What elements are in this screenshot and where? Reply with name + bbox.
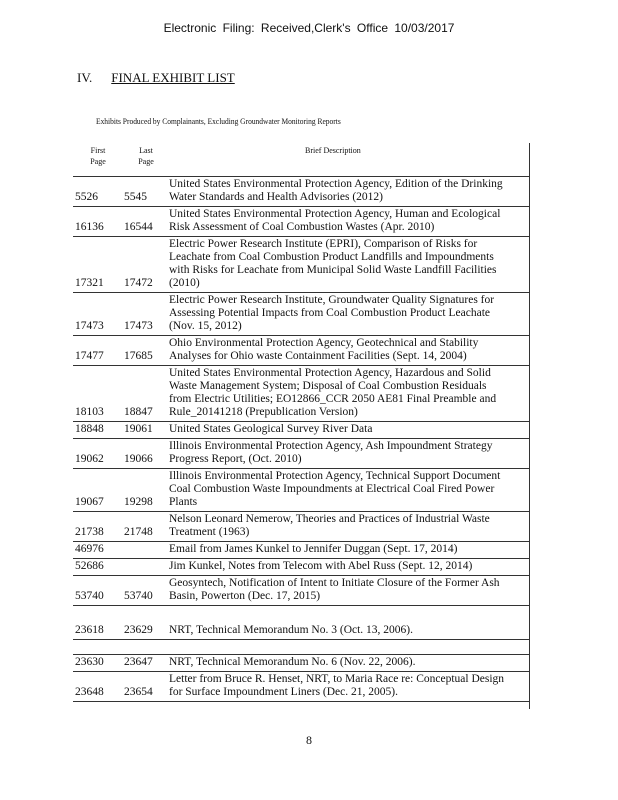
- first-page-cell: 23630: [73, 655, 123, 672]
- description-cell: Geosyntech, Notification of Intent to Initiate Closure of the Former Ash Basin, Powerton (Dec. 17, 2015): [169, 576, 530, 606]
- empty-cell: [123, 640, 169, 655]
- table-right-border: [529, 143, 530, 709]
- table-row: [73, 237, 530, 293]
- last-page-cell: 5545: [123, 177, 169, 207]
- first-page-cell: 23618: [73, 606, 123, 640]
- description-cell: Electric Power Research Institute, Groundwater Quality Signatures for Assessing Potential Impacts from Coal Combustion Product Leachate (Nov. 15, 2012): [169, 293, 530, 336]
- description-cell: Letter from Bruce R. Henset, NRT, to Maria Race re: Conceptual Design for Surface Impoundment Liners (Dec. 21, 2005).: [169, 672, 530, 702]
- first-page-cell: 18848: [73, 422, 123, 439]
- first-page-cell: 53740: [73, 576, 123, 606]
- last-page-cell: 18847: [123, 366, 169, 422]
- description-cell: Email from James Kunkel to Jennifer Duggan (Sept. 17, 2014): [169, 542, 530, 559]
- table-row: [73, 512, 530, 542]
- first-page-cell: 23648: [73, 672, 123, 702]
- first-page-cell: 17473: [73, 293, 123, 336]
- table-row: [73, 576, 530, 606]
- brief-description-header: Brief Description: [169, 143, 530, 177]
- description-cell: Illinois Environmental Protection Agency, Ash Impoundment Strategy Progress Report, (Oct. 2010): [169, 439, 530, 469]
- last-page-cell: 17473: [123, 293, 169, 336]
- description-cell: United States Environmental Protection Agency, Edition of the Drinking Water Standards and Health Advisories (2012): [169, 177, 530, 207]
- last-page-cell: 19298: [123, 469, 169, 512]
- table-row: [73, 655, 530, 672]
- table-row: [73, 422, 530, 439]
- description-cell: NRT, Technical Memorandum No. 3 (Oct. 13, 2006).: [169, 606, 530, 640]
- first-page-cell: 21738: [73, 512, 123, 542]
- first-page-cell: 17477: [73, 336, 123, 366]
- table-row: [73, 640, 530, 655]
- table-row: [73, 469, 530, 512]
- table-row: [73, 559, 530, 576]
- first-page-cell: 16136: [73, 207, 123, 237]
- table-body: [73, 177, 530, 702]
- page-number: 8: [306, 733, 312, 747]
- section-title: FINAL EXHIBIT LIST: [111, 70, 235, 85]
- exhibit-table: [73, 143, 530, 702]
- empty-cell: [73, 640, 123, 655]
- last-page-header: Last Page: [123, 143, 169, 177]
- description-cell: Jim Kunkel, Notes from Telecom with Abel Russ (Sept. 12, 2014): [169, 559, 530, 576]
- first-page-cell: 18103: [73, 366, 123, 422]
- description-cell: Ohio Environmental Protection Agency, Geotechnical and Stability Analyses for Ohio waste Containment Facilities (Sept. 14, 2004): [169, 336, 530, 366]
- last-page-cell: 17685: [123, 336, 169, 366]
- description-cell: Electric Power Research Institute (EPRI), Comparison of Risks for Leachate from Coal Combustion Product Landfills and Impoundments with Risks for Leachate from Municipal Solid Waste Landfill Facilities (2010): [169, 237, 530, 293]
- last-page-cell: 23647: [123, 655, 169, 672]
- table-row: [73, 207, 530, 237]
- last-page-cell: 19066: [123, 439, 169, 469]
- table-row: [73, 606, 530, 640]
- section-heading: [77, 70, 235, 86]
- description-cell: NRT, Technical Memorandum No. 6 (Nov. 22, 2006).: [169, 655, 530, 672]
- table-row: [73, 293, 530, 336]
- last-page-cell: 21748: [123, 512, 169, 542]
- last-page-cell: 16544: [123, 207, 169, 237]
- last-page-cell: 23654: [123, 672, 169, 702]
- description-cell: Nelson Leonard Nemerow, Theories and Practices of Industrial Waste Treatment (1963): [169, 512, 530, 542]
- last-page-cell: [123, 542, 169, 559]
- table-row: [73, 542, 530, 559]
- filing-header: Electronic Filing: Received,Clerk's Office 10/03/2017: [163, 21, 455, 35]
- first-page-cell: 5526: [73, 177, 123, 207]
- section-number: IV.: [77, 70, 93, 85]
- last-page-cell: 19061: [123, 422, 169, 439]
- first-page-cell: 19062: [73, 439, 123, 469]
- table-row: [73, 366, 530, 422]
- empty-cell: [169, 640, 530, 655]
- exhibit-table-container: [73, 143, 530, 709]
- table-row: [73, 336, 530, 366]
- first-page-cell: 52686: [73, 559, 123, 576]
- description-cell: United States Geological Survey River Data: [169, 422, 530, 439]
- last-page-cell: 53740: [123, 576, 169, 606]
- table-header-row: [73, 143, 530, 177]
- first-page-cell: 46976: [73, 542, 123, 559]
- exhibits-subtitle: Exhibits Produced by Complainants, Excluding Groundwater Monitoring Reports: [96, 116, 341, 126]
- table-row: [73, 439, 530, 469]
- description-cell: United States Environmental Protection Agency, Human and Ecological Risk Assessment of Coal Combustion Wastes (Apr. 2010): [169, 207, 530, 237]
- last-page-cell: [123, 559, 169, 576]
- first-page-cell: 17321: [73, 237, 123, 293]
- last-page-cell: 17472: [123, 237, 169, 293]
- table-row: [73, 177, 530, 207]
- description-cell: Illinois Environmental Protection Agency, Technical Support Document Coal Combustion Waste Impoundments at Electrical Coal Fired Power Plants: [169, 469, 530, 512]
- description-cell: United States Environmental Protection Agency, Hazardous and Solid Waste Management System; Disposal of Coal Combustion Residuals from Electric Utilities; EO12866_CCR 2050 AE81 Final Preamble and Rule_20141218 (Prepublication Version): [169, 366, 530, 422]
- first-page-header: First Page: [73, 143, 123, 177]
- table-row: [73, 672, 530, 702]
- first-page-cell: 19067: [73, 469, 123, 512]
- last-page-cell: 23629: [123, 606, 169, 640]
